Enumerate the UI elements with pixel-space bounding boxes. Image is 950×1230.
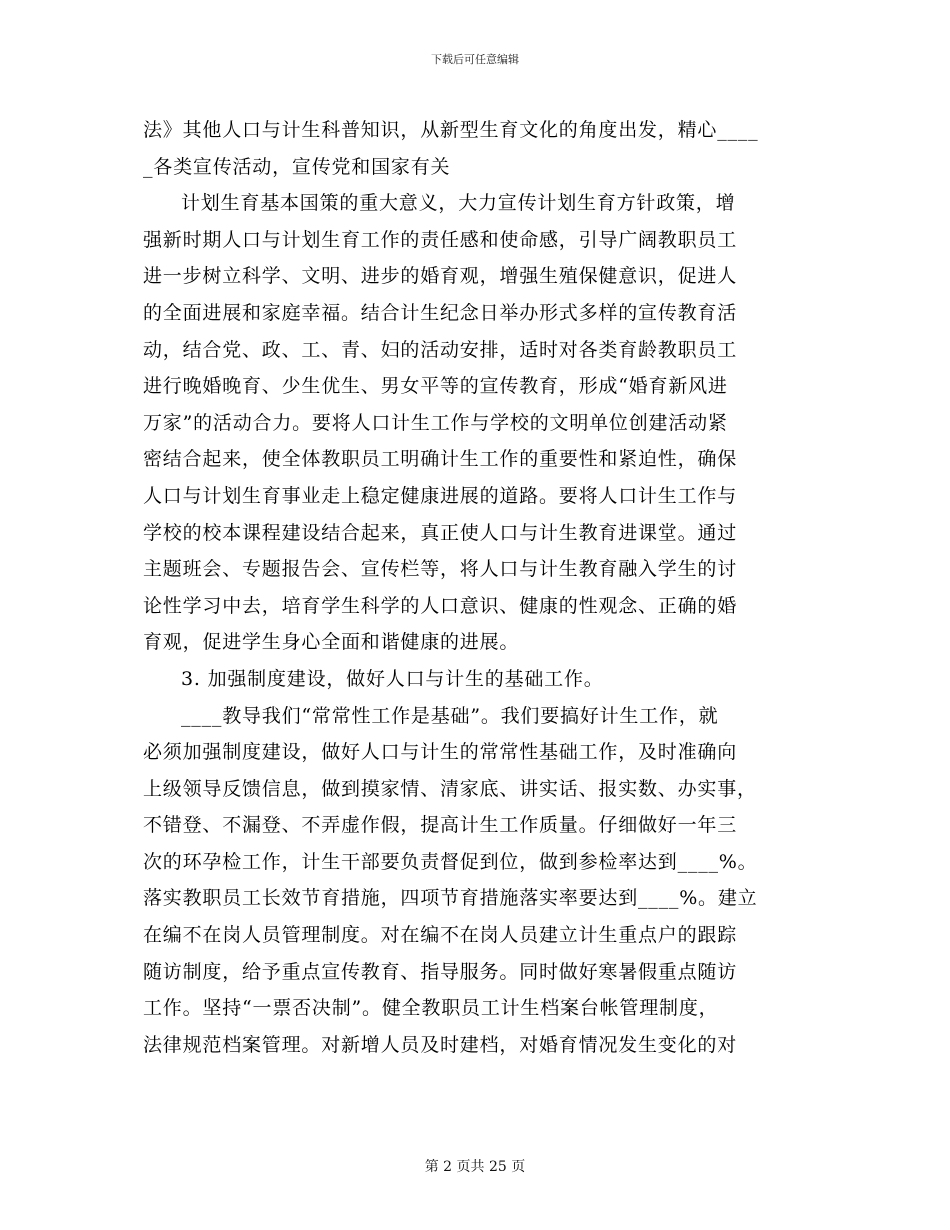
body-line: 计划生育基本国策的重大意义，大力宣传计划生育方针政策，增: [181, 192, 736, 215]
body-line: 动，结合党、政、工、青、妇的活动安排，适时对各类育龄教职员工: [143, 338, 738, 361]
body-line: 进一步树立科学、文明、进步的婚育观，增强生殖保健意识，促进人: [143, 265, 738, 288]
body-line: 次的环孕检工作，计生干部要负责督促到位，做到参检率达到____%。: [143, 850, 758, 873]
body-line: 强新时期人口与计划生育工作的责任感和使命感，引导广阔教职员工: [143, 228, 738, 251]
body-line: 工作。坚持“一票否决制”。健全教职员工计生档案台帐管理制度，: [143, 997, 719, 1020]
body-line: ____教导我们“常常性工作是基础”。我们要搞好计生工作，就: [181, 704, 719, 727]
page-number: 第 2 页共 25 页: [424, 1159, 526, 1175]
body-line: 学校的校本课程建设结合起来，真正使人口与计生教育进课堂。通过: [143, 521, 738, 544]
body-line: _各类宣传活动，宣传党和国家有关: [143, 155, 451, 178]
body-line: 人口与计划生育事业走上稳定健康进展的道路。要将人口计生工作与: [143, 484, 738, 507]
body-line: 主题班会、专题报告会、宣传栏等，将人口与计生教育融入学生的讨: [143, 558, 738, 581]
body-line: 落实教职员工长效节育措施，四项节育措施落实率要达到____%。建立: [143, 887, 758, 910]
body-line: 的全面进展和家庭幸福。结合计生纪念日举办形式多样的宣传教育活: [143, 301, 738, 324]
page-header: 下载后可任意编辑: [431, 53, 519, 66]
body-line: 法律规范档案管理。对新增人员及时建档，对婚育情况发生变化的对: [143, 1033, 738, 1056]
body-line: 万家”的活动合力。要将人口计生工作与学校的文明单位创建活动紧: [143, 411, 728, 434]
body-line: 论性学习中去，培育学生科学的人口意识、健康的性观念、正确的婚: [143, 594, 738, 617]
body-line: 随访制度，给予重点宣传教育、指导服务。同时做好寒暑假重点随访: [143, 960, 738, 983]
body-line: 育观，促进学生身心全面和谐健康的进展。: [143, 631, 520, 654]
section-heading: 3. 加强制度建设，做好人口与计生的基础工作。: [181, 667, 604, 690]
body-line: 在编不在岗人员管理制度。对在编不在岗人员建立计生重点户的跟踪: [143, 924, 738, 947]
body-line: 进行晚婚晚育、少生优生、男女平等的宣传教育，形成“婚育新风进: [143, 375, 728, 398]
body-line: 密结合起来，使全体教职员工明确计生工作的重要性和紧迫性，确保: [143, 448, 738, 471]
document-body: [143, 112, 811, 1063]
body-line: 法》其他人口与计生科普知识，从新型生育文化的角度出发，精心____: [143, 119, 759, 141]
body-line: 不错登、不漏登、不弄虚作假，提高计生工作质量。仔细做好一年三: [143, 814, 738, 837]
body-line: 上级领导反馈信息，做到摸家情、清家底、讲实话、报实数、办实事，: [143, 777, 757, 800]
body-line: 必须加强制度建设，做好人口与计生的常常性基础工作，及时准确向: [143, 741, 738, 764]
